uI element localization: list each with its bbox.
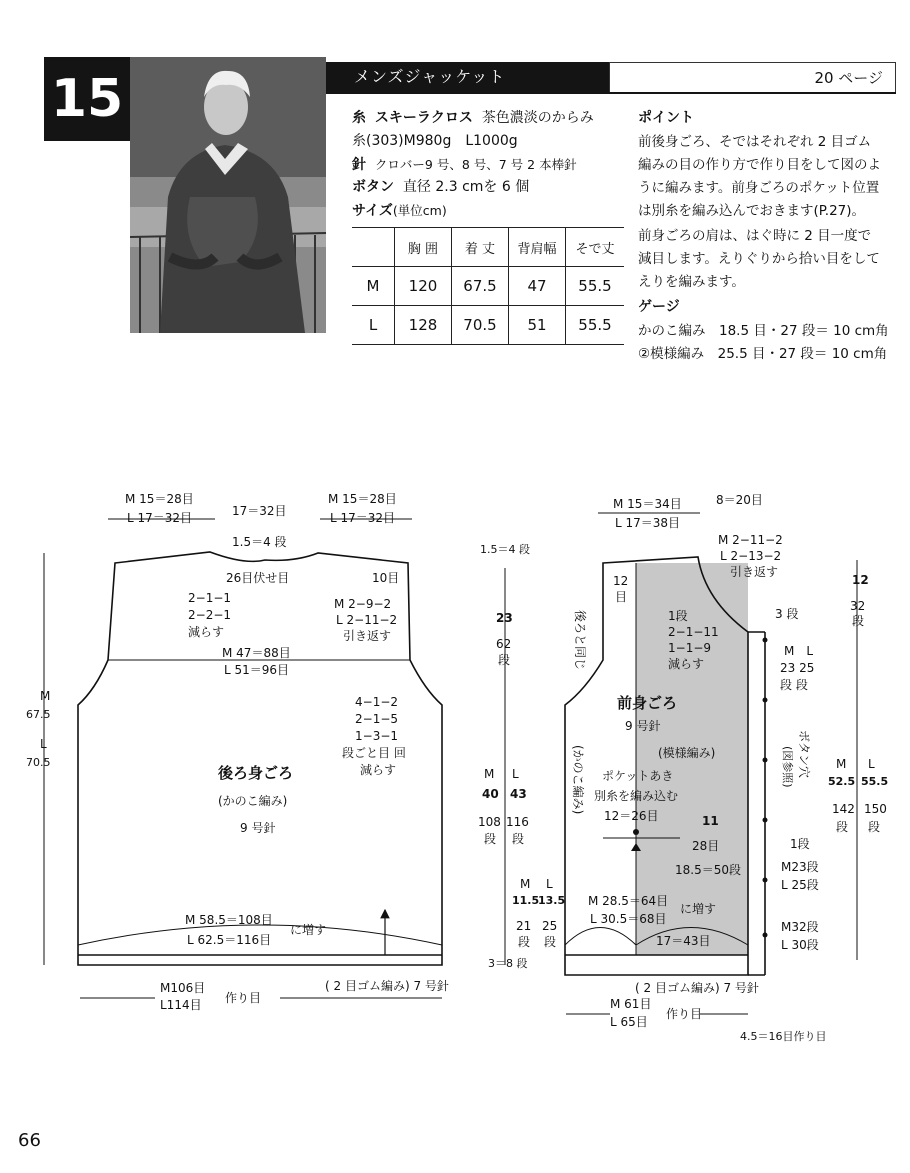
- front-pattern: (模様編み): [658, 746, 716, 760]
- front-band-cast: 4.5＝16目作り目: [740, 1030, 827, 1043]
- front-ml-top: M L: [784, 644, 814, 658]
- points-line: 編みの目の作り方で作り目をして図のよ: [638, 157, 881, 173]
- back-top-right-m: M 15＝28目: [328, 492, 397, 506]
- front-inc-l: L 30.5＝68目: [590, 912, 667, 926]
- front-low-115: 11.5: [512, 894, 540, 907]
- front-mid-43: 43: [510, 787, 527, 801]
- front-top-right: 8＝20目: [716, 493, 763, 507]
- table-cell: 47: [509, 267, 566, 306]
- back-neck-dec: 2−1−1: [188, 591, 232, 605]
- buttonhole-marker: [763, 933, 768, 938]
- back-neck-dec: 減らす: [188, 625, 225, 639]
- front-rows-185: 18.5＝50段: [675, 863, 741, 877]
- front-pocket-11: 11: [702, 814, 719, 828]
- front-neck-dec: 1段: [668, 609, 688, 623]
- front-cast-m: M 61目: [610, 997, 652, 1011]
- front-needle: 9 号針: [625, 719, 661, 733]
- front-right-l25: L 25段: [781, 878, 819, 892]
- front-mid-dan: 段: [512, 832, 525, 846]
- front-left-dan: 段: [498, 653, 511, 667]
- back-top-left-l: L 17＝32目: [127, 511, 193, 525]
- back-height-m: 67.5: [26, 708, 51, 721]
- front-low-dan: 段: [518, 935, 531, 949]
- front-shoulder: L 2−13−2: [720, 549, 782, 563]
- front-low-dan: 段: [544, 935, 557, 949]
- front-right-l30: L 30段: [781, 938, 819, 952]
- points-line: 前身ごろの肩は、はぐ時に 2 目一度で: [638, 228, 872, 244]
- points-title: ポイント: [638, 110, 694, 126]
- back-height-l: 70.5: [26, 756, 51, 769]
- front-far-525: 52.5: [828, 775, 856, 788]
- front-neck-dec: 1−1−9: [668, 641, 712, 655]
- front-right-m23: M23段: [781, 860, 819, 874]
- front-right-dan: 段: [852, 614, 865, 628]
- front-left-15: 1.5＝4 段: [480, 543, 530, 556]
- front-button-ref: (図参照): [781, 746, 794, 788]
- front-right-32: 32: [850, 599, 866, 613]
- needle-label: 針: [352, 157, 366, 173]
- front-ml-23-25: 23 25: [780, 661, 815, 675]
- front-mid-116: 116: [506, 815, 529, 829]
- front-shoulder: M 2−11−2: [718, 533, 783, 547]
- front-right-1dan: 1段: [790, 837, 810, 851]
- front-shoulder: 引き返す: [730, 565, 779, 579]
- back-shoulder: L 2−11−2: [336, 613, 398, 627]
- front-mid-dan: 段: [484, 832, 497, 846]
- buttonhole-marker: [763, 758, 768, 763]
- back-shoulder: 引き返す: [343, 629, 392, 643]
- needle-desc: クロバー9 号、8 号、7 号 2 本棒針: [374, 157, 577, 172]
- back-arm-dec: 2−1−5: [355, 712, 399, 726]
- table-header: そで丈: [566, 228, 625, 267]
- gauge-line: ②模様編み 25.5 目・27 段＝ 10 cm角: [638, 346, 888, 362]
- front-low-21: 21: [516, 919, 532, 933]
- button-label: ボタン: [352, 179, 394, 195]
- pocket-marker: [633, 829, 639, 835]
- back-arm-dec: 1−3−1: [355, 729, 399, 743]
- front-cast-l: L 65目: [610, 1015, 648, 1029]
- table-cell: 67.5: [452, 267, 509, 306]
- front-right-m32: M32段: [781, 920, 819, 934]
- front-left-23: 23: [496, 611, 513, 625]
- buttonhole-marker: [763, 818, 768, 823]
- gauge-line: かのこ編み 18.5 目・27 段＝ 10 cm角: [638, 323, 889, 339]
- front-neck-dec: 2−1−11: [668, 625, 719, 639]
- size-label: サイズ: [352, 203, 393, 219]
- front-mid-40: 40: [482, 787, 499, 801]
- front-low-135: 13.5: [538, 894, 566, 907]
- front-neck-dec: 減らす: [668, 657, 705, 671]
- back-neck-bind: 26目伏せ目: [226, 571, 290, 585]
- points-line: は別糸を編み込んでおきます(P.27)。: [638, 203, 866, 219]
- front-far-l: L: [868, 757, 875, 771]
- front-pocket-28: 28目: [692, 839, 720, 853]
- table-cell: M: [352, 267, 395, 306]
- front-top-l: L 17＝38目: [615, 516, 681, 530]
- front-right-12: 12: [852, 573, 869, 587]
- front-pocket: ポケットあき: [602, 769, 674, 783]
- front-kanoko: (かのこ編み): [571, 745, 585, 815]
- back-inc-note: に増す: [290, 923, 327, 937]
- front-inc-note: に増す: [680, 902, 717, 916]
- back-cast-m: M106目: [160, 981, 206, 995]
- front-pocket-width: 12＝26目: [604, 809, 659, 823]
- front-far-dan: 段: [836, 820, 849, 834]
- pattern-title: メンズジャッケット: [326, 62, 609, 92]
- buttonhole-marker: [763, 638, 768, 643]
- front-button-hole: ボタン穴: [797, 730, 811, 779]
- front-neck-top-unit: 目: [615, 590, 628, 604]
- front-piece-name: 前身ごろ: [617, 694, 678, 712]
- front-rows-3: 3 段: [775, 607, 799, 621]
- front-far-150: 150: [864, 802, 887, 816]
- table-cell: 51: [509, 306, 566, 345]
- front-far-dan: 段: [868, 820, 881, 834]
- front-cast-note: 作り目: [666, 1007, 703, 1021]
- yarn-amount: 糸(303)M980g L1000g: [352, 133, 518, 149]
- size-unit: (単位cm): [392, 203, 447, 218]
- front-rib: ( 2 目ゴム編み) 7 号針: [635, 981, 759, 995]
- back-neck-rows: 1.5＝4 段: [232, 535, 287, 549]
- front-neck-top: 12: [613, 574, 629, 588]
- front-top-m: M 15＝34目: [613, 497, 682, 511]
- back-arm-dec: 4−1−2: [355, 695, 399, 709]
- back-piece-name: 後ろ身ごろ: [218, 764, 294, 782]
- button-desc: 直径 2.3 cmを 6 個: [402, 179, 530, 195]
- back-inc-l: L 62.5＝116目: [187, 933, 272, 947]
- back-arm-dec: 段ごと目 回: [342, 746, 406, 760]
- front-ml-dan: 段 段: [780, 678, 808, 692]
- points-line: 減目します。えりぐりから拾い目をして: [638, 251, 880, 267]
- back-top-right-l: L 17＝32目: [330, 511, 396, 525]
- front-far-m: M: [836, 757, 847, 771]
- table-cell: 70.5: [452, 306, 509, 345]
- table-cell: 120: [395, 267, 452, 306]
- front-bottom-17: 17＝43目: [656, 934, 711, 948]
- front-left-62: 62: [496, 637, 512, 651]
- table-header: 背肩幅: [509, 228, 566, 267]
- yarn-label: 糸: [352, 110, 366, 126]
- front-far-555: 55.5: [861, 775, 889, 788]
- back-width-l: L 51＝96目: [224, 663, 290, 677]
- back-height-m-label: M: [40, 689, 51, 703]
- yarn-color: 茶色濃淡のからみ: [481, 110, 594, 126]
- front-inc-m: M 28.5＝64目: [588, 894, 669, 908]
- back-width-m: M 47＝88目: [222, 646, 291, 660]
- front-low-m: M: [520, 877, 531, 891]
- points-line: 前後身ごろ、そではそれぞれ 2 目ゴム: [638, 134, 872, 150]
- back-top-center: 17＝32目: [232, 504, 287, 518]
- back-neck-side: 10目: [372, 571, 400, 585]
- front-far-142: 142: [832, 802, 855, 816]
- back-cast-note: 作り目: [225, 991, 262, 1005]
- points-line: うに編みます。前身ごろのポケット位置: [638, 180, 880, 196]
- back-height-l-label: L: [40, 737, 47, 751]
- points-line: えりを編みます。: [638, 274, 745, 290]
- front-mid-108: 108: [478, 815, 501, 829]
- page-number: 66: [18, 1130, 41, 1151]
- front-mid-m: M: [484, 767, 495, 781]
- front-pocket: 別糸を編み込む: [594, 789, 679, 803]
- back-needle: 9 号針: [240, 821, 276, 835]
- front-mid-l: L: [512, 767, 519, 781]
- front-same-back: 後ろと同じ: [573, 610, 587, 671]
- table-cell: 128: [395, 306, 452, 345]
- back-stitch: (かのこ編み): [218, 794, 288, 808]
- back-shoulder: M 2−9−2: [334, 597, 392, 611]
- pattern-number: 15: [44, 57, 130, 141]
- yarn-name: スキーラクロス: [374, 110, 473, 126]
- gauge-title: ゲージ: [638, 299, 680, 315]
- table-cell: 55.5: [566, 267, 625, 306]
- front-low-25: 25: [542, 919, 558, 933]
- back-neck-dec: 2−2−1: [188, 608, 232, 622]
- back-inc-m: M 58.5＝108目: [185, 913, 273, 927]
- front-rows-3-8: 3＝8 段: [488, 957, 528, 970]
- page-reference: 20 ページ: [609, 62, 896, 92]
- table-cell: L: [352, 306, 395, 345]
- front-low-l: L: [546, 877, 553, 891]
- back-arm-dec: 減らす: [360, 763, 397, 777]
- table-cell: 55.5: [566, 306, 625, 345]
- back-top-left-m: M 15＝28目: [125, 492, 194, 506]
- table-header: 着 丈: [452, 228, 509, 267]
- back-cast-l: L114目: [160, 998, 202, 1012]
- back-rib: ( 2 目ゴム編み) 7 号針: [325, 979, 449, 993]
- buttonhole-marker: [763, 878, 768, 883]
- buttonhole-marker: [763, 698, 768, 703]
- table-header: 胸 囲: [395, 228, 452, 267]
